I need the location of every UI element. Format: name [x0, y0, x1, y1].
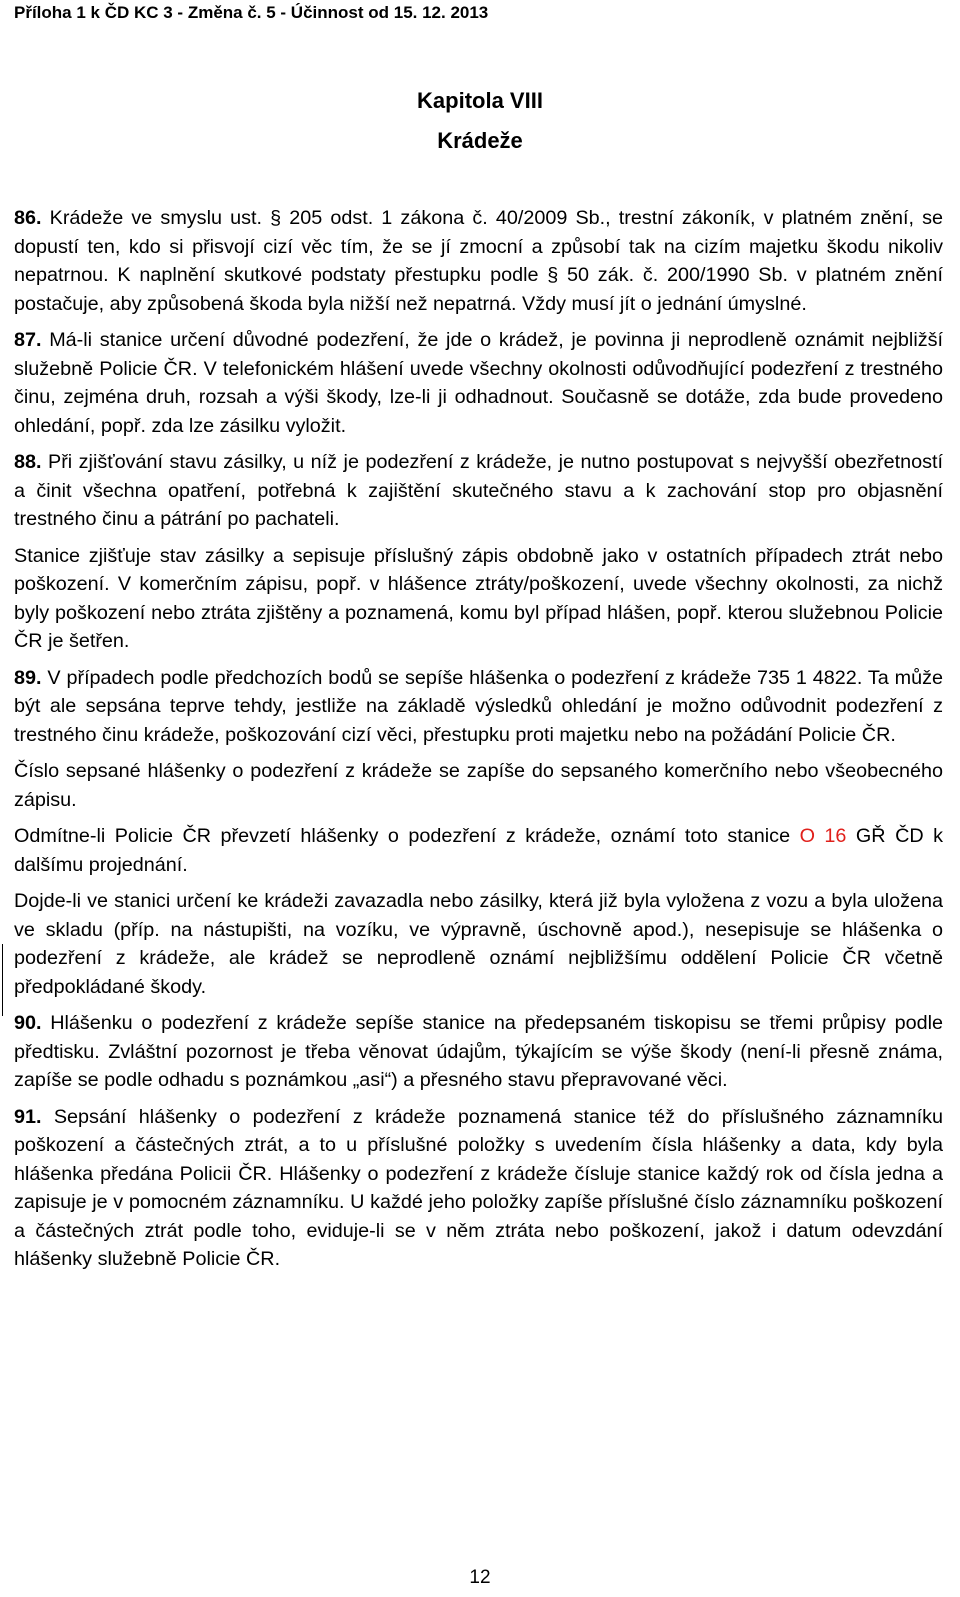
- paragraph-number: 89.: [14, 666, 42, 689]
- paragraph-90: [14, 1009, 943, 1095]
- department-code: O 16: [799, 825, 847, 847]
- paragraph-89-note: Číslo sepsané hlášenky o podezření z krádeže se zapíše do sepsaného komerčního nebo všeobecného zápisu.: [14, 760, 943, 811]
- paragraph-86: [14, 204, 943, 318]
- paragraph-89-police-refusal: [14, 822, 943, 879]
- paragraph-89-storage-theft: Dojde-li ve stanici určení ke krádeži zavazadla nebo zásilky, která již byla vyložena z vozu a byla uložena ve skladu (příp. na nástupišti, na vozíku, ve výpravně, úschovně apod.), nesepisuje se hlášenka o podezření z krádeže, ale krádež se neprodleně oznámí nejbližšímu oddělení Policie ČR včetně předpokládané škody.: [14, 890, 943, 998]
- paragraph-89: [14, 664, 943, 750]
- paragraph-text: Má-li stanice určení důvodné podezření, že jde o krádež, je povinna ji neprodleně oznámit nejbližší služebně Policie ČR. V telefonickém hlášení uvede všechny okolnosti odůvodňující podezření z trestného činu, zejména druh, rozsah a výši škody, lze-li ji odhadnout. Současně se dotáže, zda bude provedeno ohledání, popř. zda lze zásilku vyložit.: [14, 329, 943, 437]
- paragraph-text: Sepsání hlášenky o podezření z krádeže poznamená stanice též do příslušného záznamníku poškození a částečných ztrát, a to u příslušné položky s uvedením čísla hlášenky a data, kdy byla hlášenka předána Policii ČR. Hlášenky o podezření z krádeže čísluje stanice každý rok od čísla jedna a zapisuje je v pomocném záznamníku. U každé jeho položky zapíše příslušné číslo záznamníku poškození a částečných ztrát podle toho, eviduje-li se v něm ztráta nebo poškození, jakož i datum odevzdání hlášenky služebně Policie ČR.: [14, 1105, 943, 1270]
- paragraph-87: [14, 326, 943, 440]
- chapter-number: Kapitola VIII: [417, 88, 543, 113]
- document-body: [14, 204, 943, 1282]
- chapter-title: Krádeže: [437, 128, 523, 153]
- paragraph-91: [14, 1103, 943, 1274]
- paragraph-text: Krádeže ve smyslu ust. § 205 odst. 1 zákona č. 40/2009 Sb., trestní zákoník, v platném znění, se dopustí ten, kdo si přisvojí cizí věc tím, že se jí zmocní a způsobí tak na cizím majetku škodu nikoliv nepatrnou. K naplnění skutkové podstaty přestupku podle § 50 zák. č. 200/1990 Sb. v platném znění postačuje, aby způsobená škoda byla nižší než nepatrná. Vždy musí jít o jednání úmyslné.: [14, 207, 943, 315]
- paragraph-text: Odmítne-li Policie ČR převzetí hlášenky o podezření z krádeže, oznámí toto stanice: [14, 825, 800, 847]
- paragraph-number: 91.: [14, 1105, 42, 1128]
- paragraph-88: [14, 448, 943, 534]
- paragraph-88-continuation: Stanice zjišťuje stav zásilky a sepisuje příslušný zápis obdobně jako v ostatních případech ztrát nebo poškození. V komerčním zápisu, popř. v hlášence ztráty/poškození, uvede všechny okolnosti, za nichž byly poškození nebo ztráta zjištěny a poznamená, komu byl případ hlášen, popř. kterou služebnou Policie ČR je šetřen.: [14, 544, 943, 652]
- paragraph-text: Při zjišťování stavu zásilky, u níž je podezření z krádeže, je nutno postupovat s nejvyšší obezřetností a činit všechna opatření, potřebná k zajištění skutečného stavu a k zachování stop pro objasnění trestného činu a pátrání po pachateli.: [14, 451, 943, 530]
- paragraph-text: GŘ ČD k dalšímu projednání.: [14, 825, 944, 876]
- paragraph-number: 90.: [14, 1012, 42, 1034]
- paragraph-number: 88.: [14, 451, 42, 473]
- paragraph-number: 87.: [14, 329, 42, 351]
- change-bar: [2, 944, 3, 1016]
- paragraph-text: Hlášenku o podezření z krádeže sepíše stanice na předepsaném tiskopisu se třemi průpisy podle předtisku. Zvláštní pozornost je třeba věnovat údajům, týkajícím se výše škody (není-li přesně známa, zapíše se podle odhadu s poznámkou „asi“) a přesného stavu přepravované věci.: [14, 1012, 943, 1091]
- paragraph-number: 86.: [14, 207, 42, 229]
- document-header: Příloha 1 k ČD KC 3 - Změna č. 5 - Účinnost od 15. 12. 2013: [14, 3, 489, 22]
- page-number: 12: [469, 1567, 491, 1588]
- paragraph-text: V případech podle předchozích bodů se sepíše hlášenka o podezření z krádeže 735 1 4822. Ta může být ale sepsána teprve tehdy, jestliže na základě výsledků ohledání je možno odůvodnit podezření z trestného činu krádeže, poškozování cizí věci, přestupku proti majetku nebo na požádání Policie ČR.: [14, 666, 943, 746]
